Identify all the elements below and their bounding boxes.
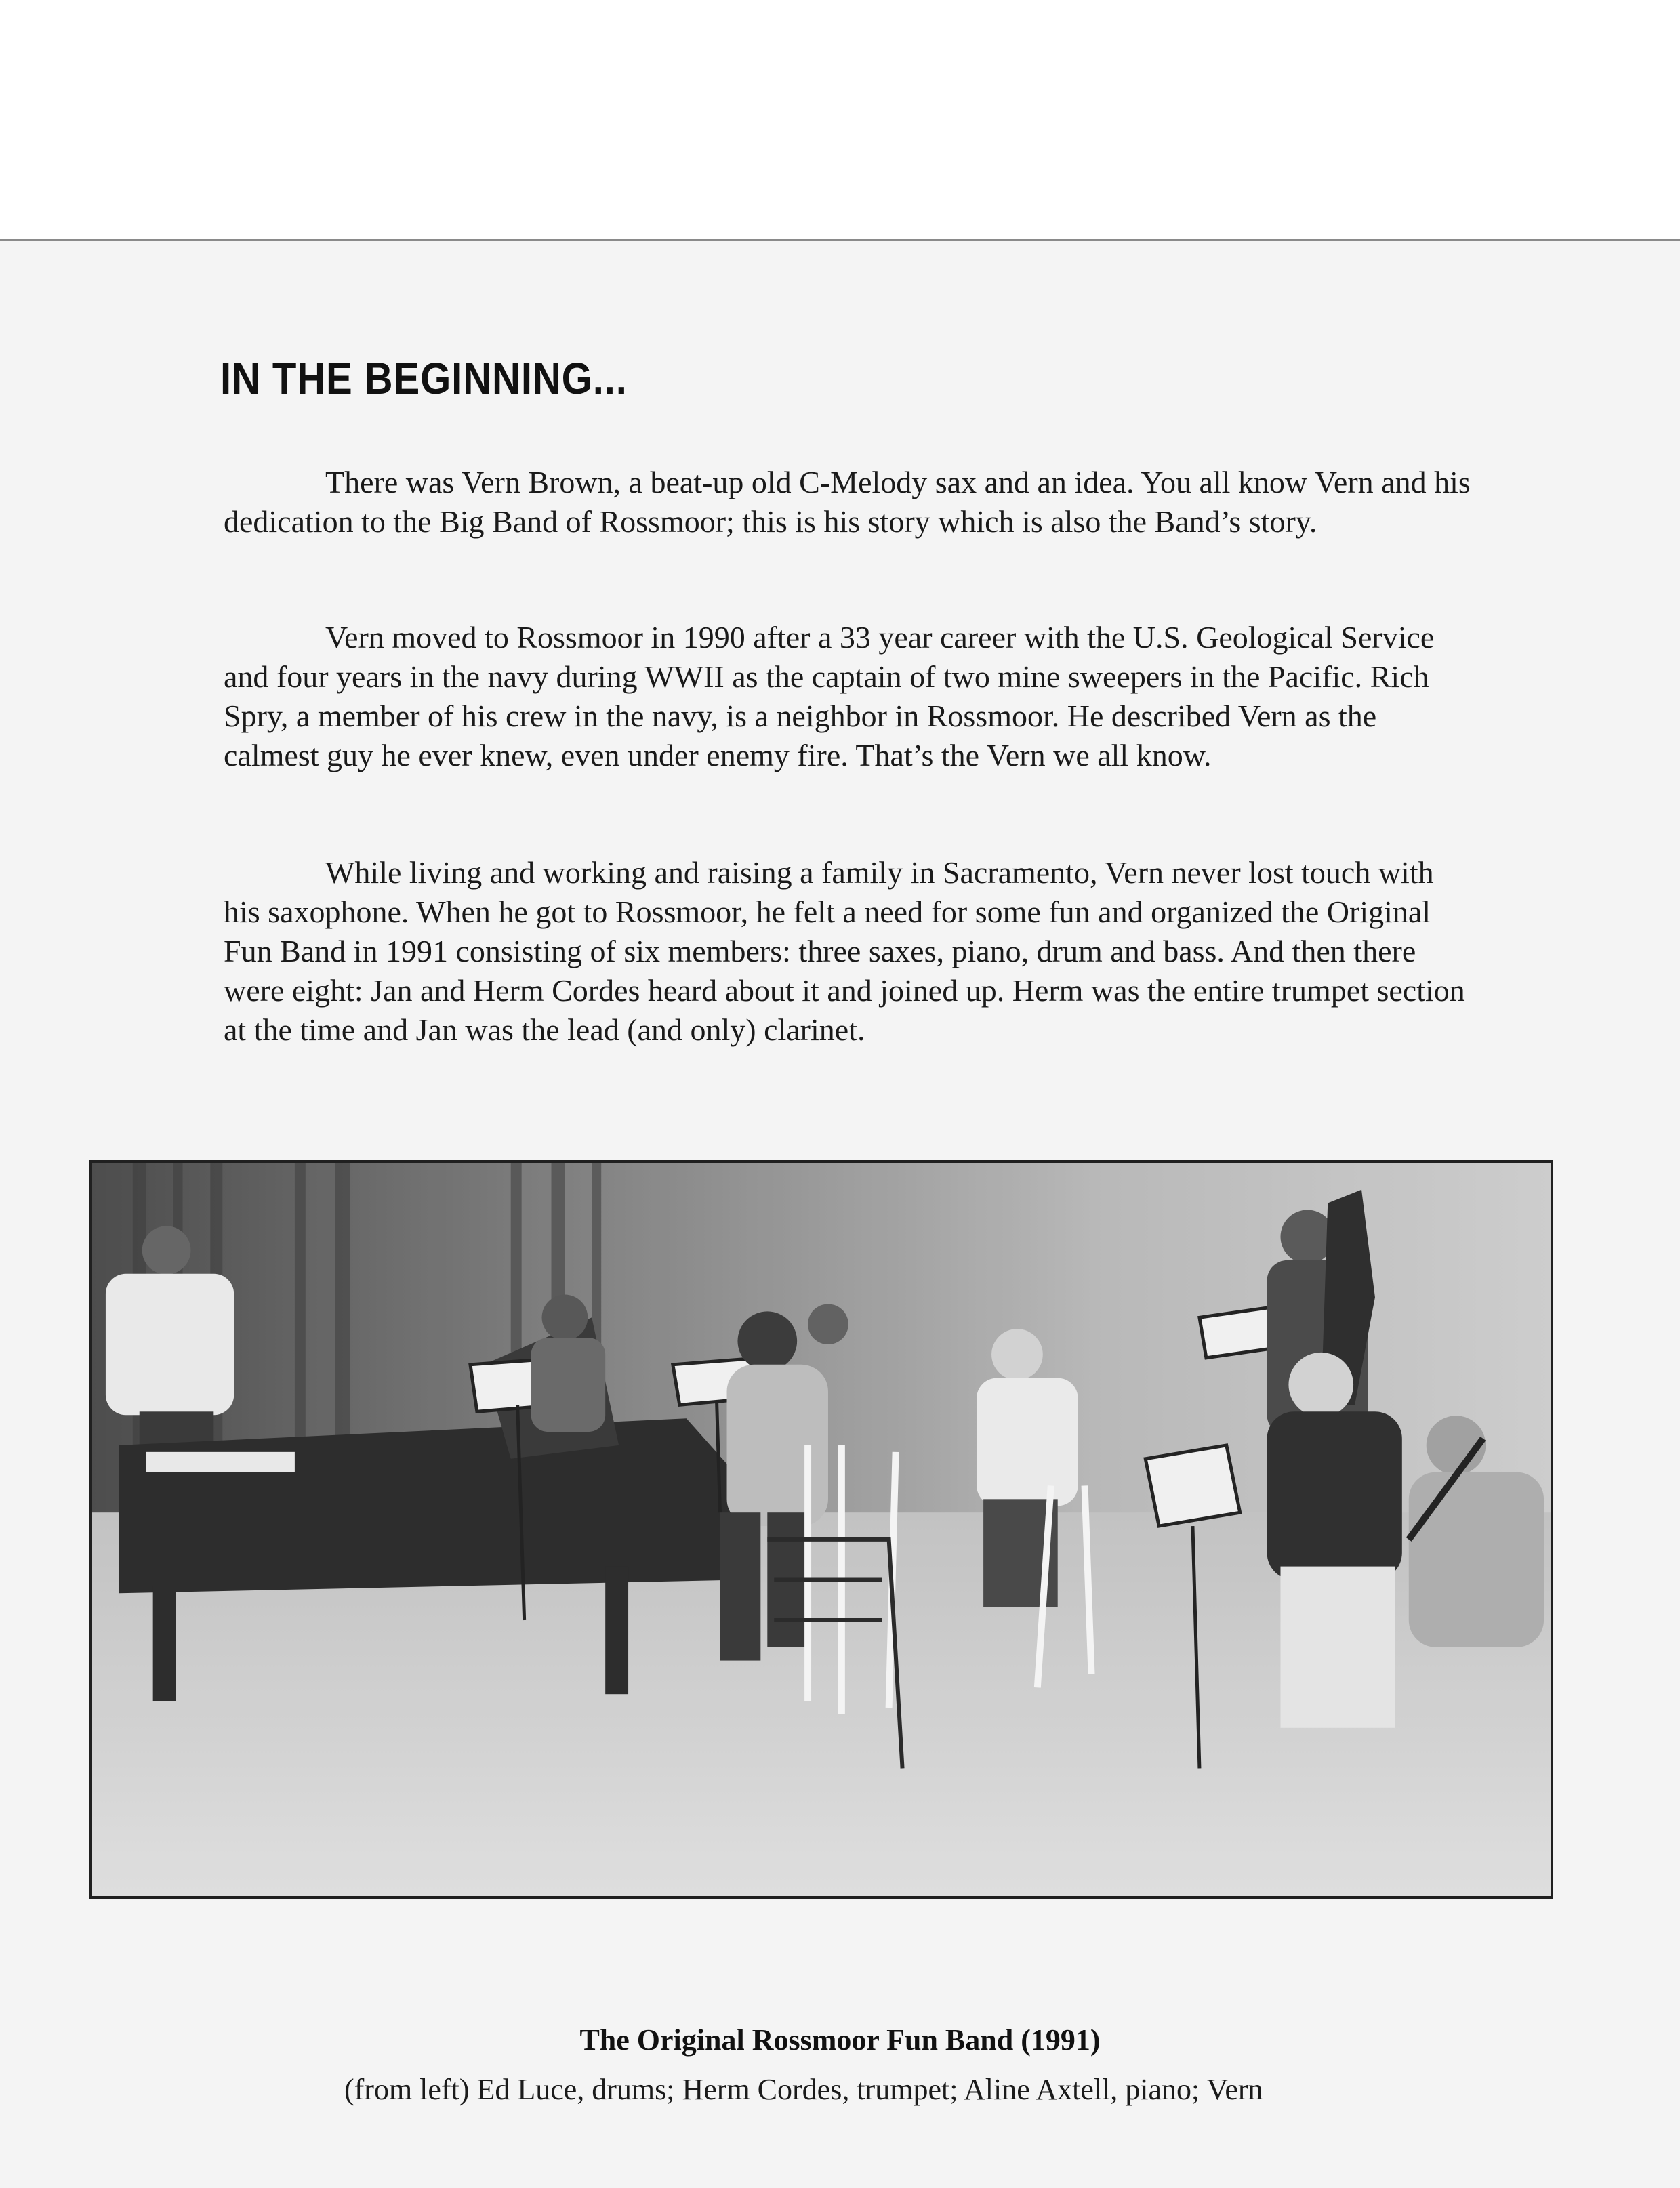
article-heading: IN THE BEGINNING... [220, 353, 628, 403]
photo-caption-title: The Original Rossmoor Fun Band (1991) [579, 2023, 1101, 2057]
band-photo-image [92, 1163, 1551, 1896]
band-photo [89, 1160, 1553, 1899]
article-paragraph-2: Vern moved to Rossmoor in 1990 after a 33 year career with the U.S. Geological Service and four years in the navy during WWII as the captain of two mine sweepers in the Pacific. Rich Spry, a member of his crew in the navy, is a neighbor in Rossmoor. He described Vern as the calmest guy he ever knew, even under enemy fire. That’s the Vern we all know. [224, 620, 1435, 772]
photo-caption-line: (from left) Ed Luce, drums; Herm Cordes, trumpet; Aline Axtell, piano; Vern [344, 2073, 1263, 2106]
article-paragraph-3: While living and working and raising a family in Sacramento, Vern never lost touch with his saxophone. When he got to Rossmoor, he felt a need for some fun and organized the Original Fun Band in 1991 consisting of six members: three saxes, piano, drum and bass. And then there were eight: Jan and Herm Cordes heard about it and joined up. Herm was the entire trumpet section at the time and Jan was the lead (and only) clarinet. [224, 855, 1465, 1047]
article-paragraph-1: There was Vern Brown, a beat-up old C-Melody sax and an idea. You all know Vern and his dedication to the Big Band of Rossmoor; this is his story which is also the Band’s story. [224, 465, 1471, 539]
